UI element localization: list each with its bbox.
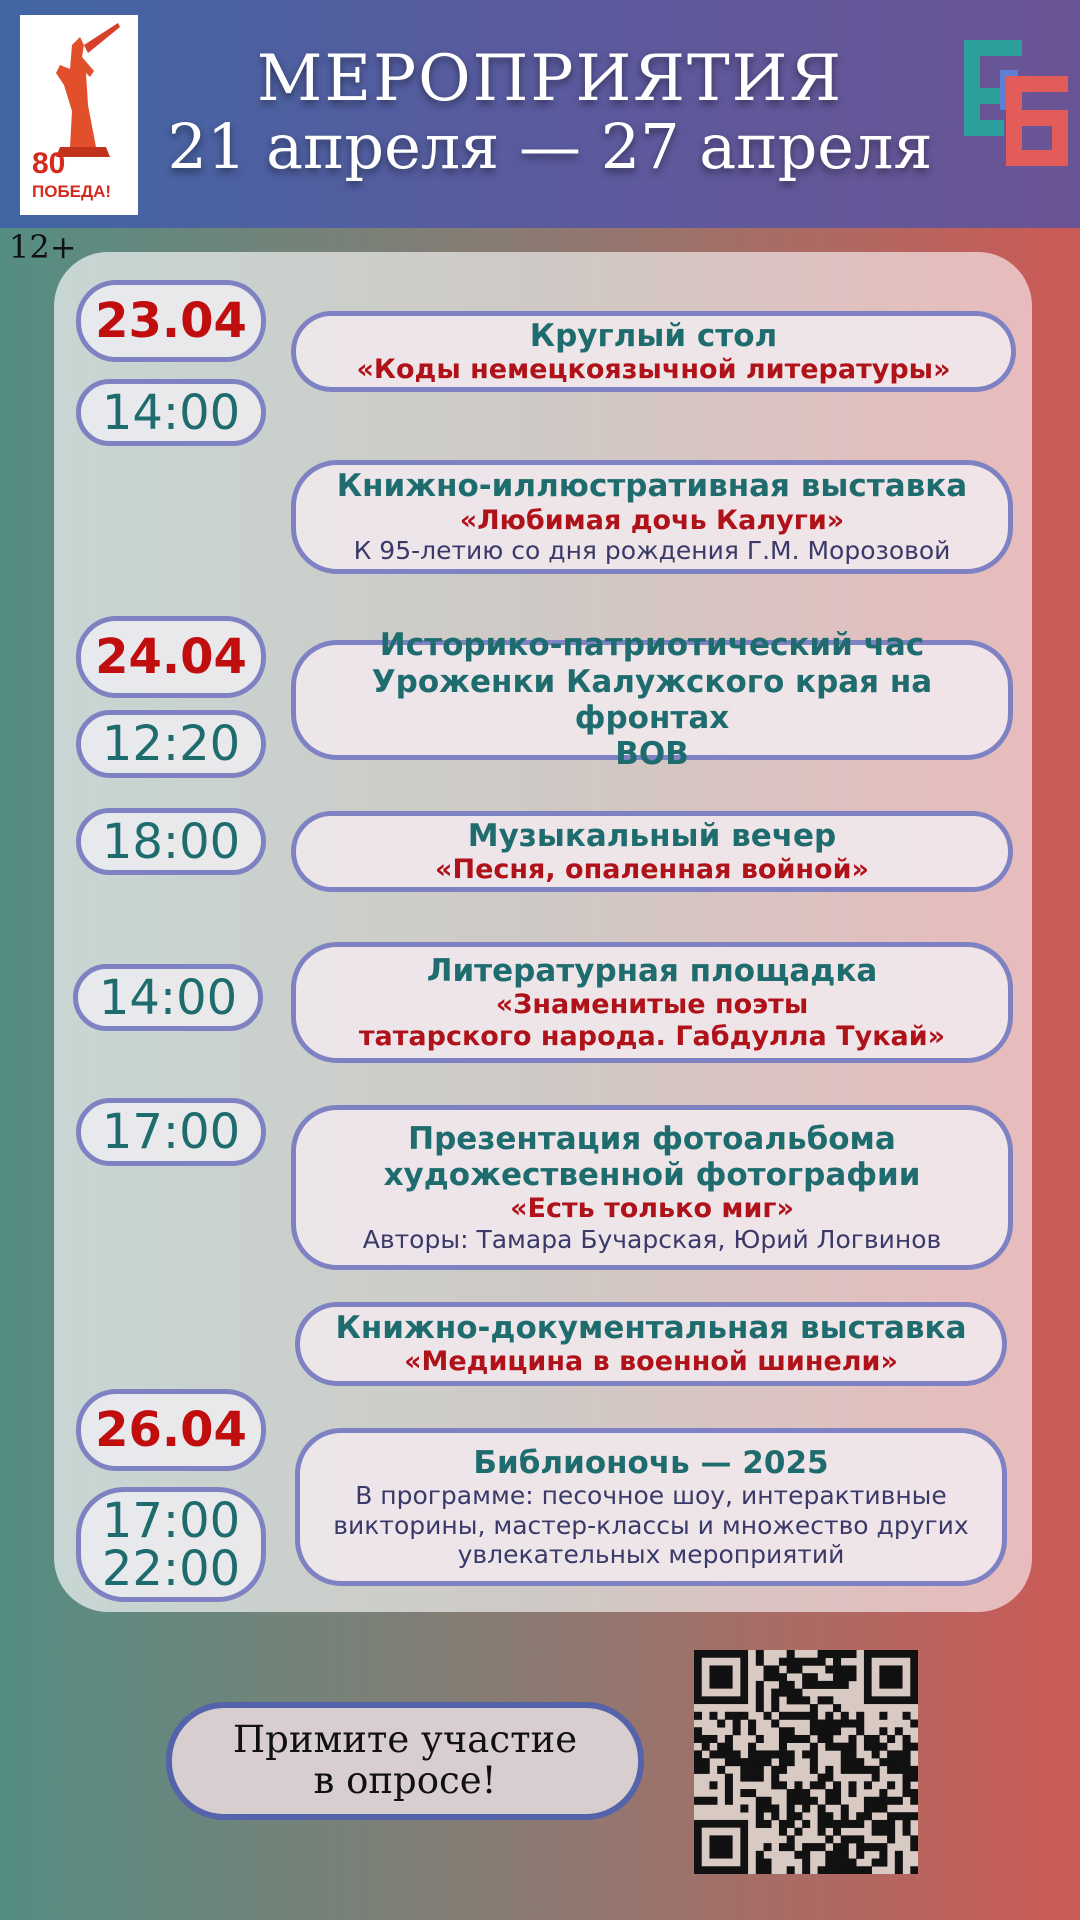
event-card (291, 311, 1016, 392)
date-badge: 26.04 (76, 1389, 266, 1471)
time-badge: 17:00 (76, 1098, 266, 1166)
time-end: 22:00 (101, 1540, 241, 1597)
event-title: Уроженки Калужского края на фронтах (371, 663, 933, 736)
page-title: МЕРОПРИЯТИЯ (256, 42, 844, 116)
event-note: викторины, мастер-классы и множество других (333, 1510, 969, 1540)
svg-text:80: 80 (32, 147, 66, 180)
event-card (295, 1428, 1007, 1586)
event-note: В программе: песочное шоу, интерактивные (355, 1481, 947, 1511)
qr-code-icon[interactable] (694, 1650, 918, 1874)
event-title: Круглый стол (529, 317, 778, 354)
event-card (291, 627, 1013, 773)
survey-button[interactable] (166, 1702, 644, 1820)
date-badge: 24.04 (76, 616, 266, 698)
age-rating: 12+ (9, 228, 77, 266)
event-card (291, 942, 1013, 1063)
date-range: 21 апреля — 27 апреля (167, 110, 933, 183)
event-subtitle: «Песня, опаленная войной» (435, 853, 869, 885)
date-badge: 23.04 (76, 280, 266, 362)
event-card (291, 811, 1013, 892)
event-card (291, 460, 1013, 574)
survey-label: Примите участие (232, 1718, 578, 1762)
event-title: Литературная площадка (426, 952, 878, 989)
event-card (295, 1302, 1007, 1386)
event-subtitle: татарского народа. Габдулла Тукай» (358, 1020, 946, 1052)
event-title: ВОВ (615, 736, 689, 773)
event-card (291, 1105, 1013, 1270)
svg-text:ПОБЕДА!: ПОБЕДА! (32, 182, 112, 201)
time-badge: 12:20 (76, 710, 266, 778)
time-badge: 18:00 (76, 808, 266, 875)
victory-80-logo-icon (20, 15, 138, 215)
event-note: увлекательных мероприятий (457, 1539, 845, 1569)
event-subtitle: «Коды немецкоязычной литературы» (356, 353, 951, 385)
event-subtitle: «Медицина в военной шинели» (404, 1346, 898, 1378)
event-title: Книжно-иллюстративная выставка (336, 468, 968, 505)
event-title: Библионочь — 2025 (473, 1444, 829, 1481)
event-title: Музыкальный вечер (467, 817, 837, 854)
time-badge: 14:00 (76, 379, 266, 446)
event-note: Авторы: Тамара Бучарская, Юрий Логвинов (362, 1224, 942, 1254)
time-range-badge (76, 1487, 266, 1602)
event-title: художественной фотографии (383, 1157, 921, 1194)
time-badge: 14:00 (73, 964, 263, 1031)
survey-label: в опросе! (313, 1759, 497, 1802)
library-logo-icon (960, 36, 1072, 172)
event-subtitle: «Есть только миг» (510, 1193, 794, 1225)
event-note: К 95-летию со дня рождения Г.М. Морозовой (353, 536, 951, 566)
event-title: Книжно-документальная выставка (335, 1310, 967, 1347)
event-subtitle: «Любимая дочь Калуги» (459, 504, 845, 536)
time-start: 17:00 (101, 1492, 241, 1549)
event-title: Историко-патриотический час (379, 627, 925, 664)
event-subtitle: «Знаменитые поэты (495, 989, 809, 1021)
event-title: Презентация фотоальбома (408, 1120, 896, 1157)
